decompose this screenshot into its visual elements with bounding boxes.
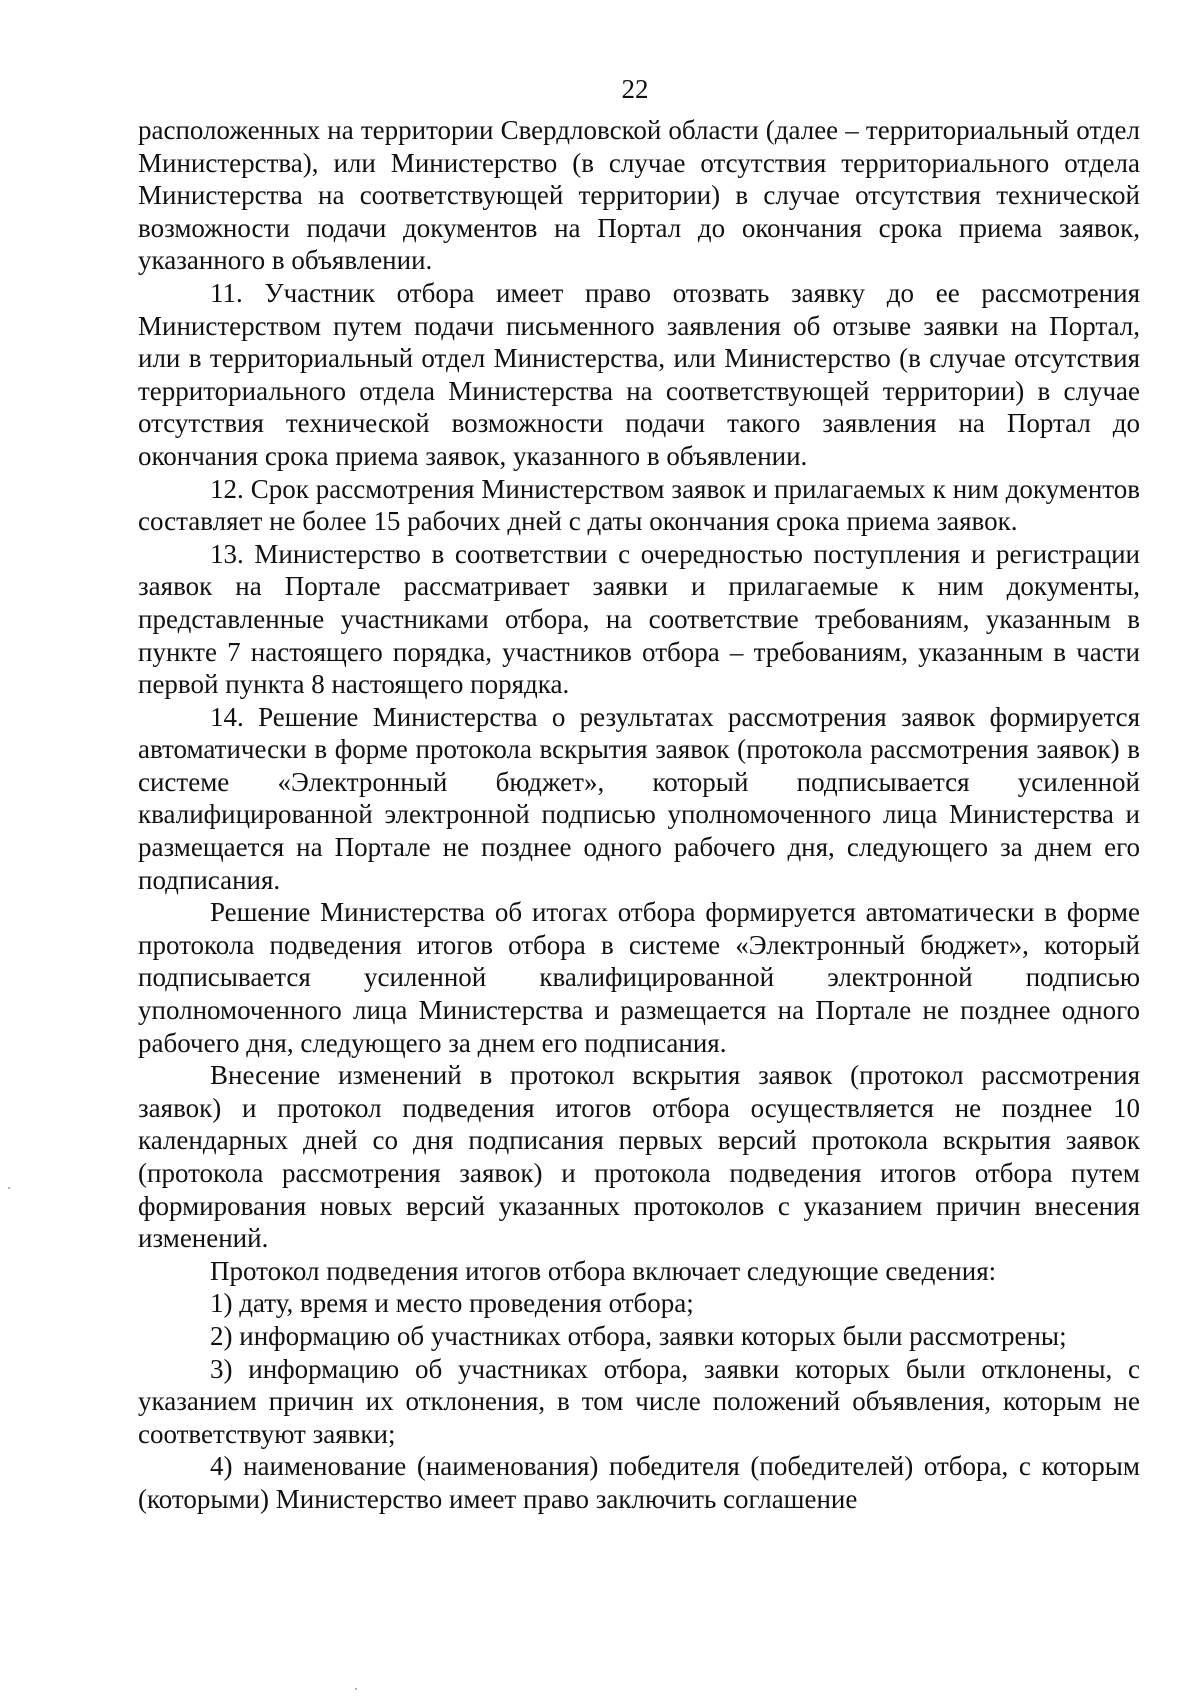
list-item-3: 3) информацию об участниках отбора, заявки которых были отклонены, с указанием причин их отклонения, в том числе положений объявления, которым не соответствуют заявки; <box>138 1353 1140 1449</box>
paragraph-item-14: 14. Решение Министерства о результатах рассмотрения заявок формируется автоматически в форме протокола вскрытия заявок (протокола рассмотрения заявок) в системе «Электронный бюджет», который подписывается усиленной квалифицированной электронной подписью уполномоченного лица Министерства и размещается на Портале не позднее одного рабочего дня, следующего за днем его подписания. <box>138 701 1140 895</box>
paragraph-item-11: 11. Участник отбора имеет право отозвать заявку до ее рассмотрения Министерством путем подачи письменного заявления об отзыве заявки на Портал, или в территориальный отдел Министерства, или Министерство (в случае отсутствия территориального отдела Министерства на соответствующей территории) в случае отсутствия технической возможности подачи такого заявления на Портал до окончания срока приема заявок, указанного в объявлении. <box>138 277 1140 471</box>
paragraph-results-decision: Решение Министерства об итогах отбора формируется автоматически в форме протокола подведения итогов отбора в системе «Электронный бюджет», который подписывается усиленной квалифицированной электронной подписью уполномоченного лица Министерства и размещается на Портале не позднее одного рабочего дня, следующего за днем его подписания. <box>138 897 1140 1058</box>
list-item-2: 2) информацию об участниках отбора, заявки которых были рассмотрены; <box>210 1320 1067 1351</box>
paragraph-continuation: расположенных на территории Свердловской области (далее – территориальный отдел Министерства), или Министерство (в случае отсутствия территориального отдела Министерства на соответствующей территории) в случае отсутствия технической возможности подачи документов на Портал до окончания срока приема заявок, указанного в объявлении. <box>138 115 1140 276</box>
paragraph-protocol-changes: Внесение изменений в протокол вскрытия заявок (протокол рассмотрения заявок) и протокол подведения итогов отбора осуществляется не позднее 10 календарных дней со дня подписания первых версий протокола вскрытия заявок (протокола рассмотрения заявок) и протокола подведения итогов отбора путем формирования новых версий указанных протоколов с указанием причин внесения изменений. <box>138 1060 1140 1254</box>
document-body <box>138 114 1140 1516</box>
scan-speck <box>8 1187 10 1189</box>
list-item-4: 4) наименование (наименования) победителя (победителей) отбора, с которым (которыми) Министерство имеет право заключить соглашение <box>138 1451 1140 1514</box>
paragraph-protocol-contents: Протокол подведения итогов отбора включает следующие сведения: <box>210 1255 997 1286</box>
paragraph-item-13: 13. Министерство в соответствии с очередностью поступления и регистрации заявок на Портале рассматривает заявки и прилагаемые к ним документы, представленные участниками отбора, на соответствие требованиям, указанным в пункте 7 настоящего порядка, участников отбора – требованиям, указанным в части первой пункта 8 настоящего порядка. <box>138 538 1140 700</box>
scan-speck <box>355 1688 357 1690</box>
list-item-1: 1) дату, время и место проведения отбора; <box>210 1288 694 1319</box>
page-number: 22 <box>621 74 649 104</box>
paragraph-item-12: 12. Срок рассмотрения Министерством заявок и прилагаемых к ним документов составляет не более 15 рабочих дней с даты окончания срока приема заявок. <box>138 473 1140 537</box>
